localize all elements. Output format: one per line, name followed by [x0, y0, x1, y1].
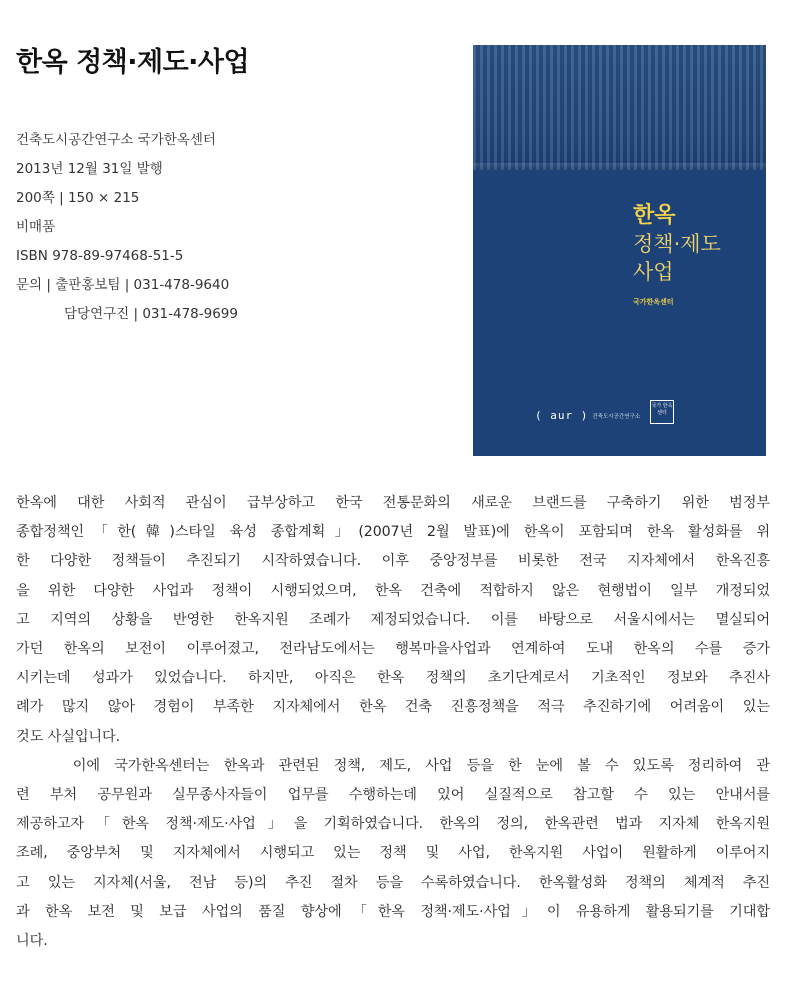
cover-footer — [535, 409, 640, 422]
body-line: 례가 많지 않아 경험이 부족한 지자체에서 한옥 건축 진흥정책을 적극 추진하기에 어려움이 있는 — [16, 699, 770, 716]
publish-date: 2013년 12월 31일 발행 — [16, 161, 163, 177]
body-line: 고 지역의 상황을 반영한 한옥지원 조례가 제정되었습니다. 이를 바탕으로 서울시에서는 멸실되어 — [16, 611, 770, 628]
body-line: 고 있는 지자체(서울, 전남 등)의 추진 절차 등을 수록하였습니다. 한옥활성화 정책의 체계적 추진 — [16, 874, 770, 891]
isbn-text: ISBN 978-89-97468-51-5 — [16, 248, 184, 264]
body-line: 한옥에 대한 사회적 관심이 급부상하고 한국 전통문화의 새로운 브랜드를 구축하기 위한 범정부 — [16, 495, 770, 511]
roof-tile-pattern — [473, 45, 766, 170]
cover-title — [633, 202, 721, 286]
page-spec: 200쪽 | 150 × 215 — [16, 190, 140, 206]
body-line: 것도 사실입니다. — [16, 728, 121, 745]
publisher-text: 건축도시공간연구소 국가한옥센터 — [16, 132, 216, 148]
body-line: 이에 국가한옥센터는 한옥과 관련된 정책, 제도, 사업 등을 한 눈에 볼 수 있도록 정리하여 관 — [16, 757, 770, 774]
body-line: 가던 한옥의 보전이 이루어졌고, 전라남도에서는 행복마을사업과 연계하여 도내 한옥의 수를 증가 — [16, 641, 770, 658]
sale-status: 비매품 — [16, 219, 56, 235]
institute-name: 건축도시공간연구소 — [592, 413, 641, 420]
body-line: 종합정책인「한(韓)스타일 육성 종합계획」(2007년 2월 발표)에 한옥이 포함되며 한옥 활성화를 위 — [16, 524, 770, 541]
body-line: 한 다양한 정책들이 추진되기 시작하였습니다. 이후 중앙정부를 비롯한 전국 지자체에서 한옥진흥 — [16, 553, 770, 570]
body-line: 조례, 중앙부처 및 지자체에서 시행되고 있는 정책 및 사업, 한옥지원 사업이 원활하게 이루어지 — [16, 845, 770, 862]
cover-publisher: 국가한옥센터 — [633, 298, 674, 306]
cover-title-line2: 정책·제도 — [633, 232, 721, 256]
body-line: 제공하고자「한옥 정책·제도·사업」을 기획하였습니다. 한옥의 정의, 한옥관련 법과 지자체 한옥지원 — [16, 816, 770, 833]
publication-info — [16, 126, 238, 329]
cover-title-line1: 한옥 — [633, 203, 676, 228]
auri-logo: ( aur ) — [535, 409, 589, 422]
page-title: 한옥 정책·제도·사업 — [16, 47, 250, 78]
book-cover — [473, 45, 766, 456]
contact-publishing: 문의 | 출판홍보팀 | 031-478-9640 — [16, 277, 230, 293]
body-line: 련 부처 공무원과 실무종사자들이 업무를 수행하는데 있어 실질적으로 참고할 수 있는 안내서를 — [16, 787, 770, 804]
introduction-text — [16, 489, 770, 956]
roof-edge — [473, 163, 766, 171]
body-line: 을 위한 다양한 사업과 정책이 시행되었으며, 한옥 건축에 적합하지 않은 현행법이 일부 개정되었 — [16, 582, 770, 599]
body-line: 시키는데 성과가 있었습니다. 하지만, 아직은 한옥 정책의 초기단계로서 기초적인 정보와 추진사 — [16, 670, 770, 687]
hanok-center-logo: 국가 한옥 센터 — [650, 400, 674, 424]
cover-title-line3: 사업 — [633, 260, 674, 284]
contact-research: 담당연구진 | 031-478-9699 — [64, 306, 238, 322]
body-line: 니다. — [16, 933, 48, 950]
body-line: 과 한옥 보전 및 보급 사업의 품질 향상에「한옥 정책·제도·사업」이 유용하게 활용되기를 기대합 — [16, 903, 770, 920]
